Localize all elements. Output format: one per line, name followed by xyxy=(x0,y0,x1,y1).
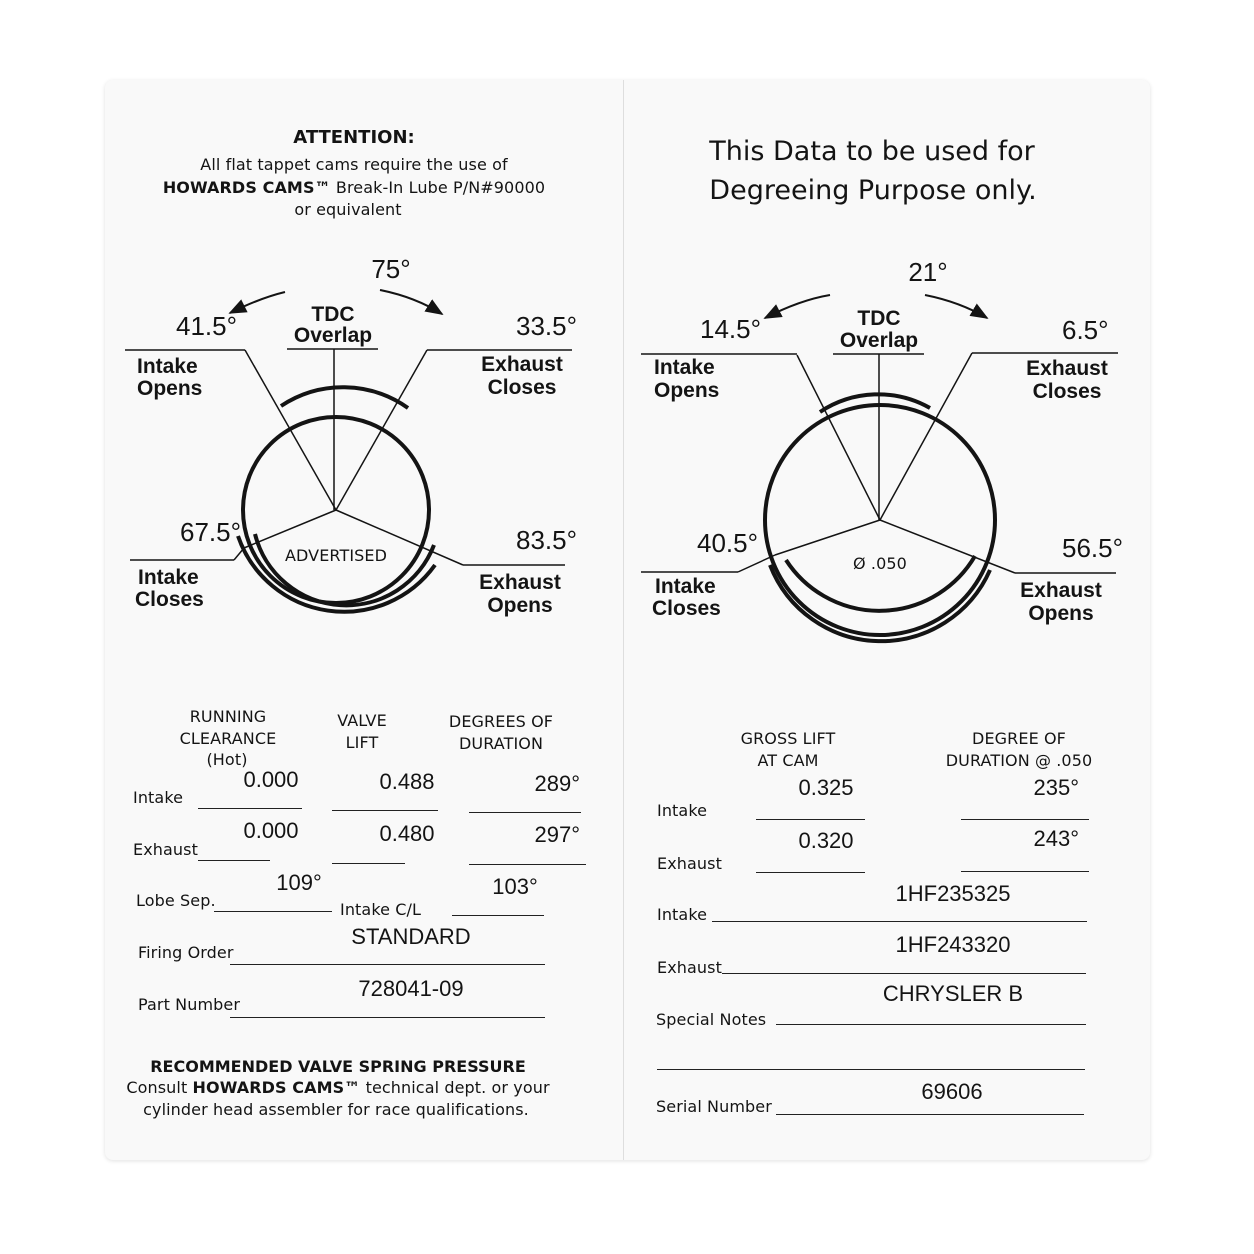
lobe-sep-value: 109° xyxy=(276,870,322,895)
exhaust-opens-050-label-1: Exhaust xyxy=(1020,579,1102,602)
exhaust-gross-lift-value: 0.320 xyxy=(798,828,854,853)
exhaust-duration-value: 297° xyxy=(534,822,580,847)
col-running-clearance-3: (Hot) xyxy=(206,750,248,769)
tdc-label: TDC xyxy=(311,303,355,326)
exhaust-opens-label-1: Exhaust xyxy=(479,571,561,594)
col-gross-lift-2: AT CAM xyxy=(757,751,819,770)
special-notes-label: Special Notes xyxy=(656,1010,767,1029)
fill-in-rule-line xyxy=(332,810,438,811)
intake-opens-050-degrees: 14.5° xyxy=(700,314,762,344)
part-number-label: Part Number xyxy=(138,995,241,1014)
exhaust-opens-050-degrees: 56.5° xyxy=(1062,533,1124,563)
fill-in-rule-line xyxy=(214,911,332,912)
intake-duration-value: 289° xyxy=(534,771,580,796)
overlap-label: Overlap xyxy=(293,324,373,347)
degreeing-heading-1: This Data to be used for xyxy=(709,136,1035,167)
footer-brand-name: HOWARDS CAMS™ xyxy=(192,1078,361,1097)
fill-in-rule-line xyxy=(712,921,1087,922)
degreeing-heading-2: Degreeing Purpose only. xyxy=(709,175,1037,206)
col-duration-2: DURATION xyxy=(458,734,544,753)
exhaust-closes-050-label-2: Closes xyxy=(1032,380,1102,403)
attention-title: ATTENTION: xyxy=(293,127,415,148)
valve-spring-title: RECOMMENDED VALVE SPRING PRESSURE xyxy=(150,1057,526,1076)
fill-in-rule-line xyxy=(332,863,405,864)
attention-line-3: or equivalent xyxy=(294,200,402,219)
exhaust-clearance-value: 0.000 xyxy=(243,818,299,843)
fill-in-rule-line xyxy=(961,871,1089,872)
col-gross-lift-1: GROSS LIFT xyxy=(740,729,836,748)
intake-opens-050-label-2: Opens xyxy=(654,379,720,402)
overlap-050-label: Overlap xyxy=(839,329,919,352)
intake-code-label: Intake xyxy=(657,905,708,924)
intake-050-row-label: Intake xyxy=(657,801,708,820)
overlap-050-degrees: 21° xyxy=(908,257,948,287)
special-notes-value: CHRYSLER B xyxy=(882,981,1024,1006)
lobe-sep-label: Lobe Sep. xyxy=(136,891,216,910)
050-label: Ø .050 xyxy=(853,554,907,573)
consult-text: Consult xyxy=(126,1078,193,1097)
intake-closes-050-degrees: 40.5° xyxy=(697,528,759,558)
exhaust-duration-050-value: 243° xyxy=(1033,826,1079,851)
intake-gross-lift-value: 0.325 xyxy=(798,775,854,800)
intake-clearance-value: 0.000 xyxy=(243,767,299,792)
exhaust-closes-050-label-1: Exhaust xyxy=(1026,357,1108,380)
fill-in-rule-line xyxy=(756,872,865,873)
valve-spring-line-2: cylinder head assembler for race qualifications. xyxy=(143,1100,529,1119)
fill-in-rule-line xyxy=(230,1017,545,1018)
break-in-lube-text: Break-In Lube P/N#90000 xyxy=(330,178,546,197)
exhaust-closes-050-degrees: 6.5° xyxy=(1062,315,1109,345)
col-duration-050-1: DEGREE OF xyxy=(972,729,1066,748)
attention-line-1: All flat tappet cams require the use of xyxy=(200,155,508,174)
col-duration-1: DEGREES OF xyxy=(448,712,554,731)
fill-in-rule-line xyxy=(452,915,544,916)
fill-in-rule-line xyxy=(722,973,1086,974)
exhaust-opens-label-2: Opens xyxy=(487,594,553,617)
intake-duration-050-value: 235° xyxy=(1033,775,1079,800)
intake-lift-value: 0.488 xyxy=(379,769,435,794)
fill-in-rule-line xyxy=(469,864,586,865)
attention-line-2 xyxy=(163,180,545,196)
fill-in-rule-line xyxy=(776,1024,1086,1025)
valve-spring-line-1 xyxy=(126,1080,549,1096)
intake-opens-label-2: Opens xyxy=(137,377,203,400)
col-running-clearance-2: CLEARANCE xyxy=(179,729,277,748)
intake-opens-050-label-1: Intake xyxy=(654,356,715,379)
intake-code-value: 1HF235325 xyxy=(895,881,1011,906)
col-valve-lift-2: LIFT xyxy=(345,733,379,752)
intake-closes-degrees: 67.5° xyxy=(180,517,242,547)
exhaust-code-label: Exhaust xyxy=(657,958,722,977)
exhaust-050-row-label: Exhaust xyxy=(657,854,722,873)
overlap-degrees: 75° xyxy=(371,254,411,284)
exhaust-closes-degrees: 33.5° xyxy=(516,311,578,341)
col-duration-050-2: DURATION @ .050 xyxy=(945,751,1093,770)
exhaust-opens-degrees: 83.5° xyxy=(516,525,578,555)
fill-in-rule-line xyxy=(657,1069,1085,1070)
col-valve-lift-1: VALVE xyxy=(337,711,387,730)
intake-cl-label: Intake C/L xyxy=(340,900,422,919)
serial-number-label: Serial Number xyxy=(656,1097,772,1116)
fill-in-rule-line xyxy=(198,860,270,861)
advertised-label: ADVERTISED xyxy=(284,546,388,565)
fill-in-rule-line xyxy=(198,808,302,809)
exhaust-closes-label-1: Exhaust xyxy=(481,353,563,376)
intake-cl-value: 103° xyxy=(492,874,538,899)
exhaust-code-value: 1HF243320 xyxy=(895,932,1011,957)
part-number-value: 728041-09 xyxy=(358,976,464,1001)
serial-number-value: 69606 xyxy=(921,1079,983,1104)
tdc-050-label: TDC xyxy=(857,307,901,330)
fill-in-rule-line xyxy=(756,819,865,820)
col-running-clearance-1: RUNNING xyxy=(189,707,267,726)
exhaust-lift-value: 0.480 xyxy=(379,821,435,846)
firing-order-label: Firing Order xyxy=(138,943,234,962)
exhaust-row-label: Exhaust xyxy=(133,840,198,859)
fill-in-rule-line xyxy=(776,1114,1084,1115)
exhaust-closes-label-2: Closes xyxy=(487,376,557,399)
intake-closes-label-2: Closes xyxy=(135,588,204,611)
intake-opens-label-1: Intake xyxy=(137,355,198,378)
technical-dept-text: technical dept. or your xyxy=(360,1078,550,1097)
brand-name: HOWARDS CAMS™ xyxy=(162,178,331,197)
fill-in-rule-line xyxy=(230,964,545,965)
intake-row-label: Intake xyxy=(133,788,184,807)
fill-in-rule-line xyxy=(961,819,1089,820)
intake-opens-degrees: 41.5° xyxy=(176,311,238,341)
fill-in-rule-line xyxy=(469,812,581,813)
firing-order-value: STANDARD xyxy=(351,924,471,949)
intake-closes-050-label-2: Closes xyxy=(652,597,721,620)
exhaust-opens-050-label-2: Opens xyxy=(1028,602,1094,625)
intake-closes-050-label-1: Intake xyxy=(655,575,716,598)
intake-closes-label-1: Intake xyxy=(138,566,199,589)
